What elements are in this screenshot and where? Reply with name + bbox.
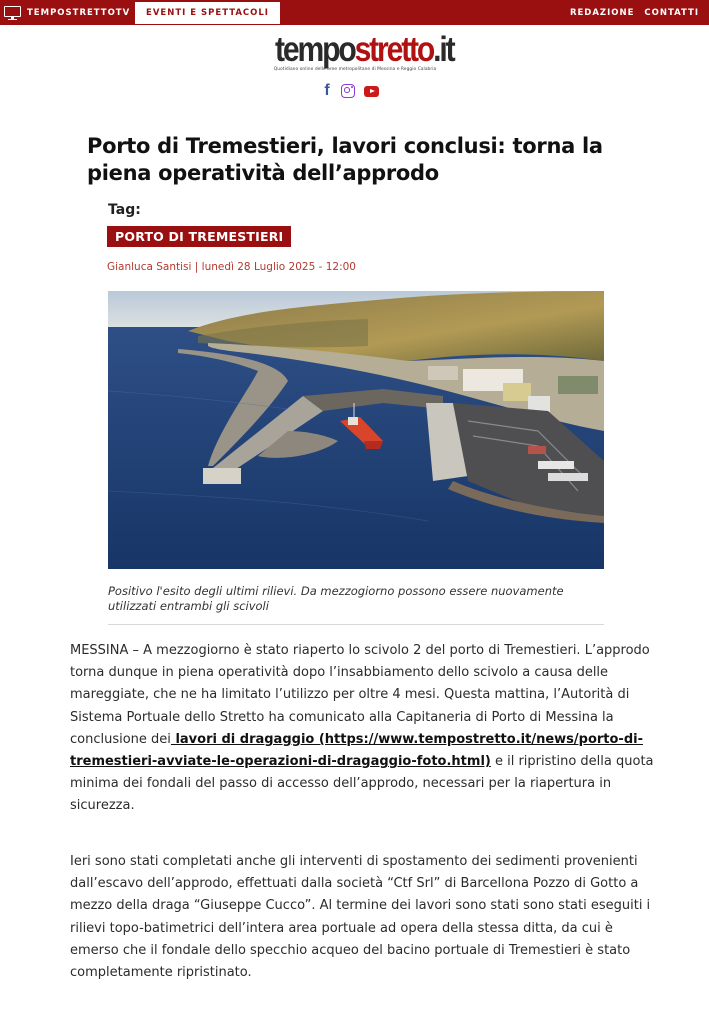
tv-label: TEMPOSTRETTOTV	[27, 7, 131, 18]
tempostretto-tv-link[interactable]	[4, 0, 130, 25]
caption-divider	[108, 624, 604, 625]
tag-badge-porto-di-tremestieri[interactable]: PORTO DI TREMESTIERI	[107, 226, 291, 247]
paragraph-1-text-before-link: MESSINA – A mezzogiorno è stato riaperto lo scivolo 2 del porto di Tremestieri. L’approdo torna dunque in piena operatività dopo l’insabbiamento dello scivolo a causa delle mareggiate, che ne ha limitato l’utilizzo per oltre 4 mesi. Questa mattina, l’Autorità di Sistema Portuale dello Stretto ha comunicato alla Capitaneria di Porto di Messina la conclusione dei	[70, 643, 650, 747]
facebook-icon[interactable]: f	[324, 82, 330, 99]
nav-link-redazione[interactable]: REDAZIONE	[569, 7, 635, 18]
logo-tagline: Quotidiano online delle aree metropolitane di Messina e Reggio Calabria	[273, 67, 437, 72]
article-paragraph-1	[70, 640, 660, 818]
youtube-icon[interactable]	[364, 86, 379, 97]
instagram-icon[interactable]	[341, 84, 355, 98]
article-title: Porto di Tremestieri, lavori conclusi: torna la piena operatività dell’approdo	[87, 134, 603, 185]
tag-label: Tag:	[108, 202, 141, 218]
top-navigation-bar	[0, 0, 709, 25]
logo-wordmark	[275, 30, 454, 69]
logo-part-tempo: tempo	[275, 30, 355, 69]
article-byline: Gianluca Santisi | lunedì 28 Luglio 2025 - 12:00	[107, 261, 356, 273]
nav-link-contatti[interactable]: CONTATTI	[644, 7, 699, 18]
logo-part-stretto: stretto	[354, 30, 434, 69]
port-aerial-photo	[108, 291, 604, 569]
tv-icon	[4, 5, 21, 21]
social-links	[322, 83, 379, 99]
article-image	[108, 291, 604, 569]
tab-eventi-e-spettacoli[interactable]: EVENTI E SPETTACOLI	[135, 2, 280, 24]
image-caption: Positivo l'esito degli ultimi rilievi. Da mezzogiorno possono essere nuovamente utilizzati entrambi gli scivoli	[108, 584, 564, 613]
site-logo[interactable]	[262, 30, 454, 72]
article-paragraph-2: Ieri sono stati completati anche gli interventi di spostamento dei sedimenti provenienti dall’escavo dell’approdo, effettuati dalla società “Ctf Srl” di Barcellona Pozzo di Gotto a mezzo della draga “Giuseppe Cucco”. Al termine dei lavori sono stati sono stati eseguiti i rilievi topo-batimetrici dell’intera area portuale ad opera della stessa ditta, da cui è emerso che il fondale dello specchio acqueo del bacino portuale di Tremestieri è stato completamente ripristinato.	[70, 854, 651, 981]
logo-part-it: .it	[433, 30, 454, 69]
paragraph-1-text-after-link: e il ripristino della quota minima dei fondali del passo di accesso dell’approdo, necessari per la riapertura in sicurezza.	[70, 754, 654, 814]
dragaggio-article-link[interactable]: lavori di dragaggio (https://www.tempostretto.it/news/porto-di-tremestieri-avviate-le-operazioni-di-dragaggio-foto.html)	[70, 731, 643, 770]
right-navigation	[570, 0, 699, 25]
